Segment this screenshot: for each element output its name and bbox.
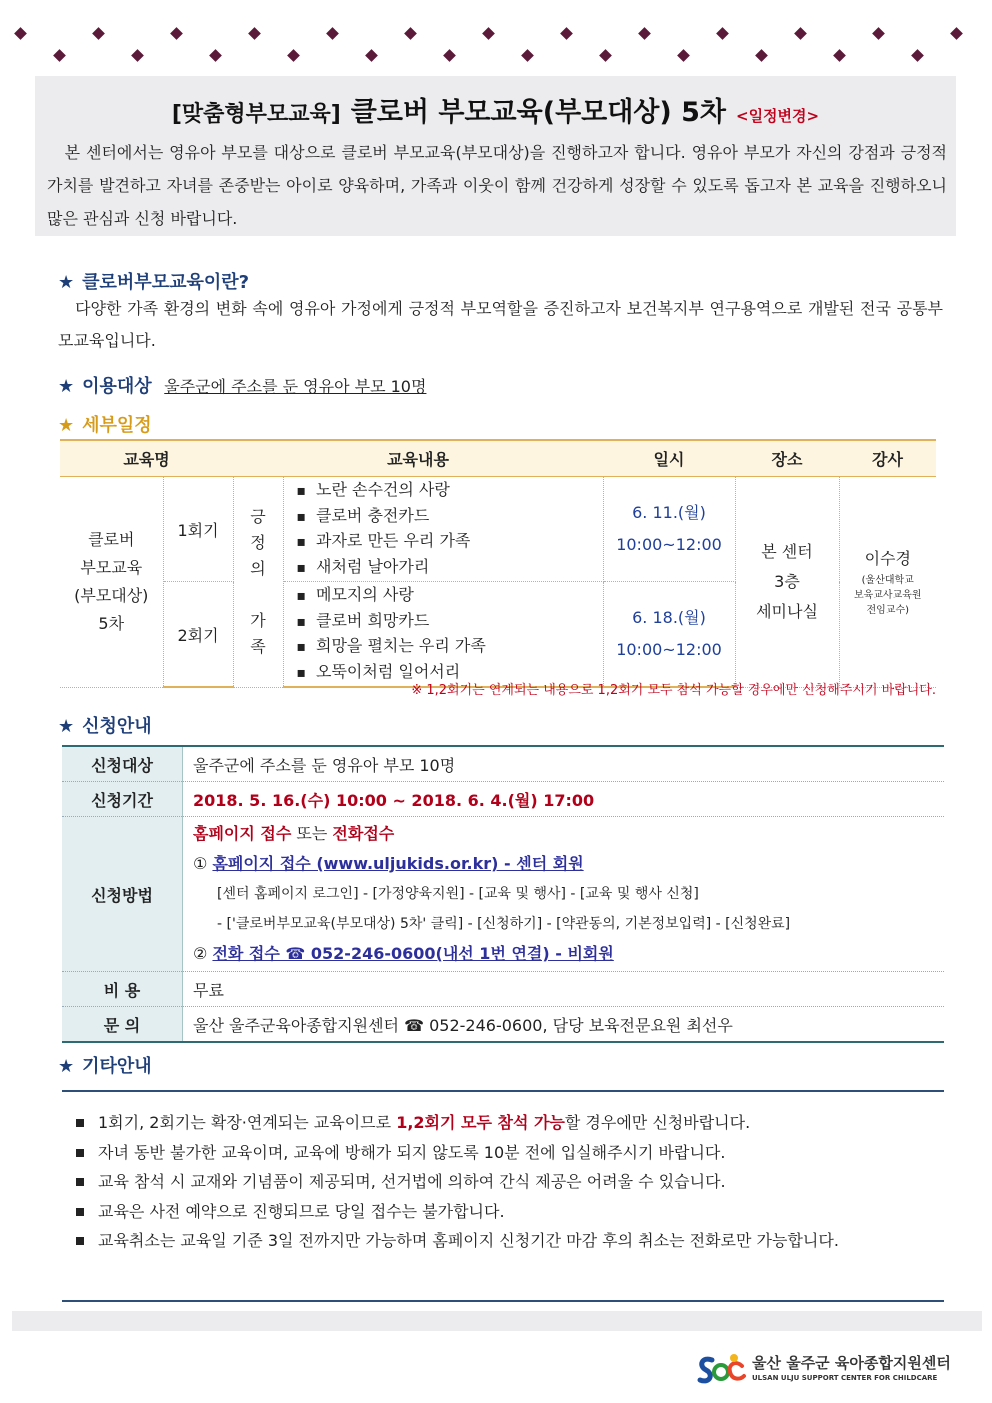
decorative-diamond-icon — [911, 49, 924, 62]
header-box — [35, 76, 956, 236]
decorative-diamond-icon — [170, 27, 183, 40]
session-datetime: 6. 11.(월) 10:00~12:00 — [603, 477, 735, 582]
schedule-change-badge: <일정변경> — [736, 107, 820, 125]
list-item: ▪ 새처럼 날아가리 — [297, 555, 602, 581]
star-icon: ★ — [58, 716, 75, 737]
decorative-diamond-icon — [131, 49, 144, 62]
homepage-link[interactable]: 홈페이지 접수 (www.uljukids.or.kr) - 센터 회원 — [212, 854, 584, 873]
target-text: 울주군에 주소를 둔 영유아 부모 10명 — [164, 377, 427, 396]
program-name: 클로버 부모교육 (부모대상) 5차 — [60, 477, 163, 688]
list-item: 교육취소는 교육일 기준 3일 전까지만 가능하며 홈페이지 신청기간 마감 후의 취소는 전화로만 가능합니다. — [76, 1226, 934, 1256]
decorative-diamond-icon — [521, 49, 534, 62]
table-row — [62, 817, 944, 972]
list-item: ▪ 클로버 희망카드 — [297, 609, 602, 635]
section-heading-apply: ★ 신청안내 — [58, 716, 152, 737]
decorative-diamond-icon — [14, 27, 27, 40]
about-text: 다양한 가족 환경의 변화 속에 영유아 가정에게 긍정적 부모역할을 증진하고자 보건복지부 연구용역으로 개발된 전국 공통부모교육입니다. — [58, 299, 943, 350]
schedule-header-row — [60, 440, 936, 477]
theme-label: 긍 정 의 가 족 — [233, 477, 283, 688]
list-item: ▪ 메모지의 사랑 — [297, 583, 602, 609]
col-header-name: 교육명 — [60, 440, 233, 477]
table-row — [62, 782, 944, 817]
list-item: 교육 참석 시 교재와 기념품이 제공되며, 선거법에 의하여 간식 제공은 어려울 수 있습니다. — [76, 1167, 934, 1197]
decorative-diamond-icon — [950, 27, 963, 40]
col-header-content: 교육내용 — [233, 440, 603, 477]
star-icon: ★ — [58, 1056, 75, 1077]
decorative-diamond-icon — [443, 49, 456, 62]
etc-box — [62, 1090, 944, 1302]
session-contents — [283, 477, 603, 582]
apply-cost-label: 비 용 — [62, 972, 183, 1007]
decorative-diamond-icon — [794, 27, 807, 40]
apply-method-label: 신청방법 — [62, 817, 183, 972]
decorative-diamond-icon — [677, 49, 690, 62]
intro-text: 본 센터에서는 영유아 부모를 대상으로 클로버 부모교육(부모대상)을 진행하고자 합니다. 영유아 부모가 자신의 강점과 긍정적 가치를 발견하고 자녀를 존중받는 아이로 양육하며, 가족과 이웃이 함께 건강하게 성장할 수 있도록 돕고자 본 교육을 진행하오니 많은 관심과 신청 바랍니다. — [47, 143, 947, 228]
apply-period-label: 신청기간 — [62, 782, 183, 817]
list-item: 교육은 사전 예약으로 진행되므로 당일 접수는 불가합니다. — [76, 1197, 934, 1227]
apply-table — [62, 745, 944, 1043]
col-header-instructor: 강사 — [839, 440, 936, 477]
apply-target-label: 신청대상 — [62, 746, 183, 782]
place: 본 센터 3층 세미나실 — [735, 477, 839, 688]
decorative-diamond-icon — [833, 49, 846, 62]
title-prefix: [맞춤형부모교육] — [171, 102, 341, 127]
list-item: ▪ 희망을 펼치는 우리 가족 — [297, 634, 602, 660]
decorative-diamond-icon — [599, 49, 612, 62]
schedule-table — [60, 439, 936, 688]
section-heading-about: ★ 클로버부모교육이란? — [58, 272, 250, 293]
apply-target-value: 울주군에 주소를 둔 영유아 부모 10명 — [193, 755, 456, 775]
schedule-note: ※ 1,2회기는 연계되는 내용으로 1,2회기 모두 참석 가능할 경우에만 신청해주시기 바랍니다. — [411, 683, 936, 698]
session-contents — [283, 582, 603, 688]
footer-band — [12, 1311, 982, 1331]
table-row — [60, 477, 936, 582]
section-heading-schedule: ★ 세부일정 — [58, 415, 152, 436]
page-title — [35, 90, 956, 129]
section-heading-target: ★ 이용대상 울주군에 주소를 둔 영유아 부모 10명 — [58, 376, 427, 397]
session-datetime: 6. 18.(월) 10:00~12:00 — [603, 582, 735, 688]
list-item: ▪ 클로버 충전카드 — [297, 504, 602, 530]
decorative-diamond-icon — [92, 27, 105, 40]
title-main: 클로버 부모교육(부모대상) 5차 — [350, 97, 726, 128]
list-item: ▪ 오뚝이처럼 일어서리 — [297, 660, 602, 686]
decorative-diamond-icon — [716, 27, 729, 40]
decorative-diamond-icon — [248, 27, 261, 40]
session-label: 1회기 — [163, 477, 233, 582]
apply-cost-value: 무료 — [193, 980, 224, 1000]
star-icon: ★ — [58, 415, 75, 436]
list-item: 자녀 동반 불가한 교육이며, 교육에 방해가 되지 않도록 10분 전에 입실해주시기 바랍니다. — [76, 1138, 934, 1168]
decorative-diamond-icon — [755, 49, 768, 62]
center-logo-icon — [694, 1350, 750, 1390]
star-icon: ★ — [58, 272, 75, 293]
section-heading-etc: ★ 기타안내 — [58, 1056, 152, 1077]
table-row — [62, 746, 944, 782]
list-item: ▪ 과자로 만든 우리 가족 — [297, 529, 602, 555]
list-item: ▪ 노란 손수건의 사랑 — [297, 478, 602, 504]
decorative-diamond-icon — [53, 49, 66, 62]
decorative-diamond-icon — [209, 49, 222, 62]
apply-method-value: 홈페이지 접수 또는 전화접수 ① 홈페이지 접수 (www.uljukids.or.kr) - 센터 회원 [센터 홈페이지 로그인] - [가정양육지원] - [교육 및 행사] - [교육 및 행사 신청] - ['클로버부모교육(부모대상) 5차' 클릭] - [신청하기] - [약관동의, 기본정보입력] - [신청완료] ② 전화 접수 ☎ 052-246-0600(내선 1번 연결) - 비회원 — [193, 824, 791, 963]
decorative-diamond-icon — [482, 27, 495, 40]
table-row — [62, 972, 944, 1007]
instructor: 이수경 (울산대학교 보육교사교육원 전임교수) — [839, 477, 936, 688]
center-logo — [694, 1350, 984, 1390]
table-row — [62, 1007, 944, 1043]
apply-contact-value: 울산 울주군육아종합지원센터 ☎ 052-246-0600, 담당 보육전문요원 최선우 — [193, 1015, 733, 1035]
decorative-diamond-icon — [638, 27, 651, 40]
decorative-dot-border — [10, 25, 980, 65]
decorative-diamond-icon — [365, 49, 378, 62]
session-label: 2회기 — [163, 582, 233, 688]
star-icon: ★ — [58, 376, 75, 397]
apply-contact-label: 문 의 — [62, 1007, 183, 1043]
col-header-place: 장소 — [735, 440, 839, 477]
apply-period-value: 2018. 5. 16.(수) 10:00 ~ 2018. 6. 4.(월) 17:00 — [193, 790, 595, 810]
decorative-diamond-icon — [872, 27, 885, 40]
col-header-datetime: 일시 — [603, 440, 735, 477]
list-item: 1회기, 2회기는 확장·연계되는 교육이므로 1,2회기 모두 참석 가능할 경우에만 신청바랍니다. — [76, 1108, 934, 1138]
decorative-diamond-icon — [560, 27, 573, 40]
decorative-diamond-icon — [287, 49, 300, 62]
center-logo-name: 울산 울주군 육아종합지원센터 — [752, 1354, 951, 1372]
decorative-diamond-icon — [326, 27, 339, 40]
decorative-diamond-icon — [404, 27, 417, 40]
phone-link[interactable]: 전화 접수 ☎ 052-246-0600(내선 1번 연결) - 비회원 — [212, 944, 614, 963]
center-logo-subtitle: ULSAN ULJU SUPPORT CENTER FOR CHILDCARE — [752, 1374, 938, 1382]
